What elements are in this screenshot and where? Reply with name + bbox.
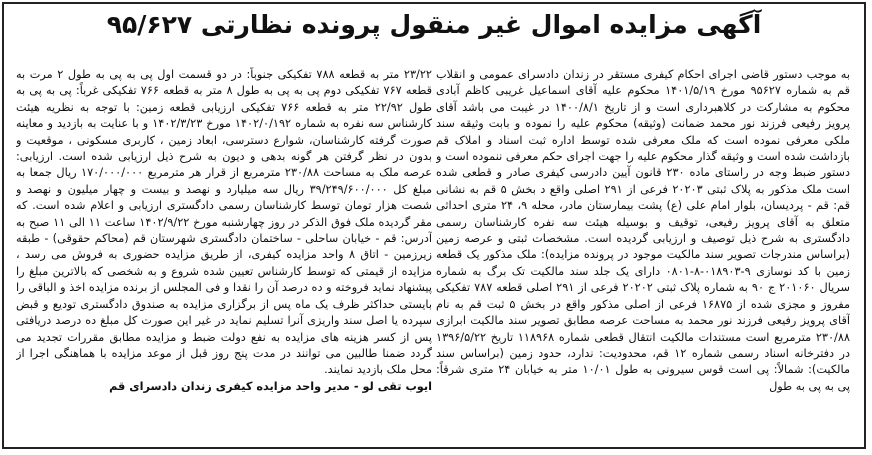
notice-title: آگهی مزایده اموال غیر منقول پرونده نظارتی ۹۵/۶۲۷: [106, 10, 762, 39]
notice-signature: ایوب تقی لو - مدیر واحد مزایده کیفری زندان دادسرای قم: [109, 379, 432, 393]
notice-column-left: [16, 67, 432, 395]
notice-text-left: ۲۳/۲۲ متر به قطعه ۷۸۸ تفکیکی جنوباً: در دو قسمت اول پی به پی به طول ۲ مرت به قطعه ۷۶۷ تفکیکی دوم پی به پی به طول ۸ متر به قطعه ۷۶۶ تفکیکی غرباً: پی به پی به طول ۲۲/۹۲ متر به قطعه ۷۶۶ تفکیکی ارزیابی قطعه زمین: با توجه به نظریه هیئت کارشناس سه نفره به شماره ۱۴۰۲/۰/۱۹۲ مورخ ۱۴۰۲/۳/۲۳ و با عنایت به بازدید و معاینه صورت گرفته کارشناسان، شوارع دسترسی، ابعاد زمین ، کاربری مسکونی ، موقعیت و بدون در نظر گرفتن هر گونه بدهی و دیون به شرح ذیل ارزیابی شده است. ارزیابی: عرصه ملک به مساحت ۲۳۰/۸۸ مترمربع از قرار هر مترمربع ۱۷۰/۰۰۰/۰۰۰ ریال جمعا به مبلغ کل ۳۹/۲۴۹/۶۰۰/۰۰۰ ریال سه میلیارد و نهصد و بیست و چهار میلیون و نهصد و شصت هزار تومان توسط کارشناسان رسمی دادگستری ارزیابی و اعلام شده است. که مقر گردیده ملک فوق الذکر در روز چهارشنبه مورخ ۱۴۰۲/۹/۲۲ ساعت ۱۱ الی ۱۱ صبح به آدرس: قم - خیابان ساحلی - ساختمان دادگستری شهرستان قم (محاکم حقوقی) - طبقه زیرزمین - اتاق ۸ واحد مزایده کیفری، از طریق مزایده حضوری به فروش می رسد ، مزایده از قیمتی که توسط کارشناس تعیین شده شروع و به شخصی که بالاترین مبلغ را پیشنهاد نماید فروخته و ده درصد آن را نقدا و فی المجلس از برنده مزایده اخذ و الباقی را بایستی حداکثر ظرف یک ماه پس از برگزاری مزایده به صندوق دادگستری تودیع و قبض سپرده یا اصل سند واریزی آنرا تسلیم نماید در غیر این صورت کل مبلغ ده درصد دریافتی پس از کسر هزینه های مزایده به نفع دولت ضبط و مزایده مطابق مقررات تجدید می گردد ضمنا طالبین می توانند در مدت پنج روز قبل از موعد مزایده با هماهنگی اجرا از محل ملک بازدید نمایند.: [16, 68, 432, 377]
auction-notice: [2, 2, 866, 449]
notice-text-right: به موجب دستور قاضی اجرای احکام کیفری مستقر در زندان دادسرای عمومی و انقلاب قم به شماره ۹۵۶۲۷ مورخ ۱۴۰۱/۵/۱۹ محکوم علیه آقای اسماعیل غریبی کاظم آبادی محکوم به مشارکت در کلاهبرداری است و از تاریخ ۱۴۰۰/۸/۱ در غیبت می باشد آقای پرویز رفیعی فرزند نور محمد ضمانت (وثیقه) محکوم علیه را نموده و بابت وثیقه سند ملکی معرفی نموده است که ملک معرفی شده توسط اداره ثبت اسناد و املاک قم بازداشت شده است و وثیقه گذار محکوم علیه را جهت اجرای حکم معرفی ننموده است و دستور ضبط وجه در راستای ماده ۲۳۰ قانون آیین دادرسی کیفری صادر و قطعی شده است ملک مذکور به پلاک ثبتی ۲۰۲۰۳ فرعی از ۲۹۱ اصلی واقع د بخش ۵ قم به نشانی قم: قم - پردیسان، بلوار امام علی (ع) پشت بیمارستان مادر، محله ۹، ۲۴ متری احداثی متعلق به آقای پرویز رفیعی، توقیف و بوسیله هیئت سه نفره کارشناسان رسمی دادگستری به شرح ذیل توصیف و ارزیابی گردیده است. مشخصات ثبتی و عرصه زمین (براساس مندرجات تصویر سند مالکیت موجود در پرونده مزایده): ملک مذکور یک قطعه زمین با کد نوسازی ۹-۰۱۸۹۰۳-۸-۰۸۰۱ دارای یک جلد سند مالکیت تک برگ به شماره سریال ۲۰۱۰۶۰ ج ۹۰ به شماره پلاک ثبتی ۲۰۲۰۲ فرعی از ۲۹۱ اصلی قطعه ۷۸۷ تفکیکی مفروز و مجزی شده از ۱۶۸۷۵ فرعی از اصلی مذکور واقع در بخش ۵ ثبت قم به نام آقای پرویز رفیعی فرزند نور محمد به مساحت عرصه مطابق تصویر سند مالکیت ابرازی ۲۳۰/۸۸ مترمربع است مستندات مالکیت انتقال قطعی شماره ۱۱۸۹۶۸ تاریخ ۱۳۹۶/۵/۲۲ در دفترخانه اسناد رسمی شماره ۱۲ قم، محدودیت: ندارد، حدود زمین (براساس سند مالکیت): شمالاً: پی است قوس سیرونی به طول ۱۰/۰۱ متر به خیابان ۲۴ متری شرقاً: پی به پی به طول: [436, 68, 850, 393]
notice-column-right: [436, 67, 850, 395]
